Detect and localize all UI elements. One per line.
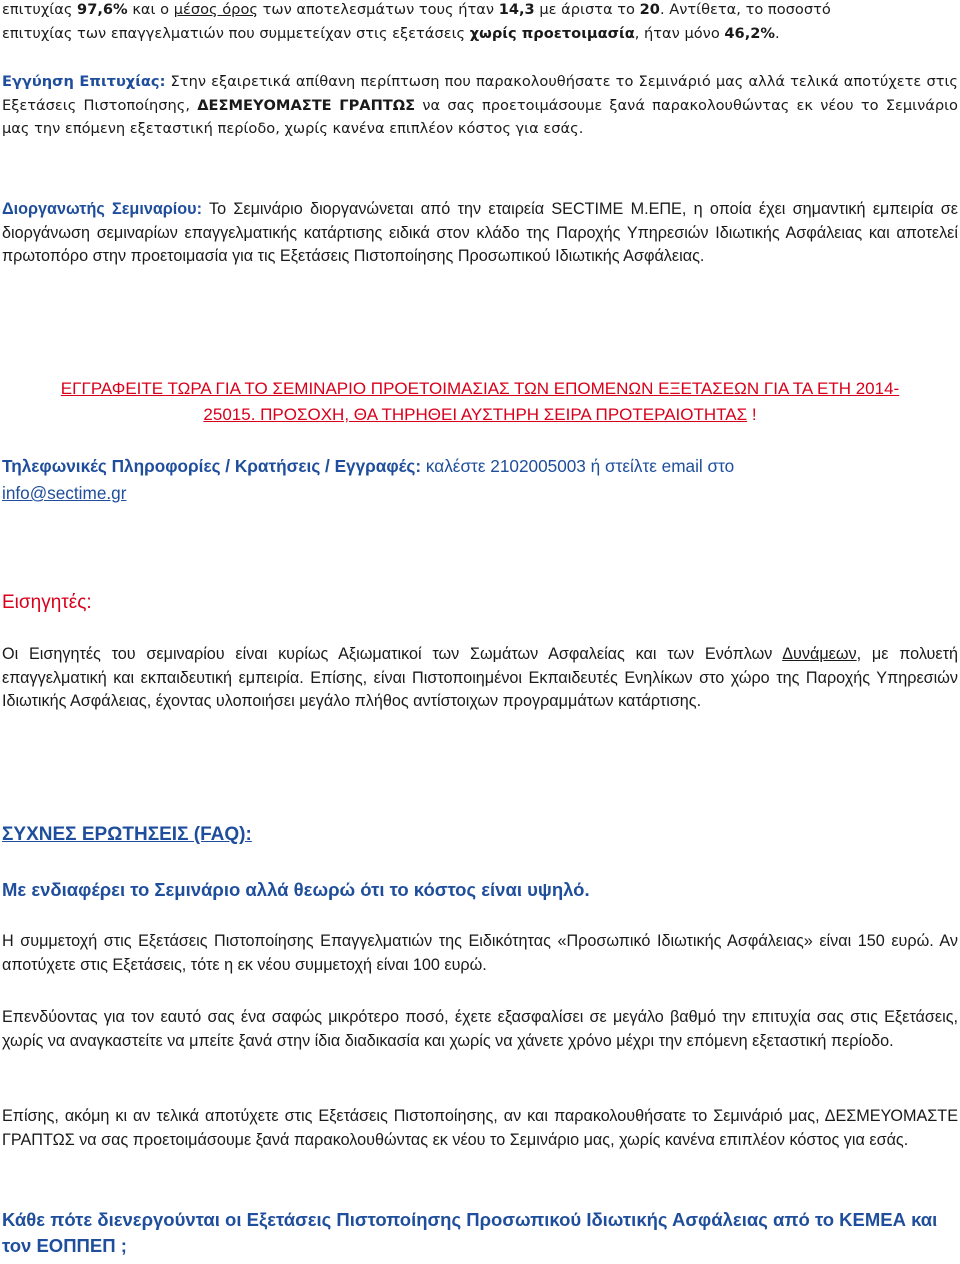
contact-paragraph bbox=[2, 453, 958, 507]
average-term: μέσος όρος bbox=[173, 1, 258, 18]
register-line-2-end: ! bbox=[747, 405, 757, 424]
intro-text: με άριστα το bbox=[534, 1, 640, 18]
email-link[interactable]: info@sectime.gr bbox=[2, 483, 127, 503]
max-score: 20 bbox=[639, 1, 660, 18]
average-score: 14,3 bbox=[498, 1, 535, 18]
no-prep-rate: 46,2% bbox=[724, 24, 776, 42]
speakers-heading: Εισηγητές: bbox=[2, 592, 92, 613]
register-line-2: 25015. ΠΡΟΣΟΧΗ, ΘΑ ΤΗΡΗΘΕΙ ΑΥΣΤΗΡΗ ΣΕΙΡΑ ΠΡΟΤΕΡΑΙΟΤΗΤΑΣ bbox=[203, 405, 748, 424]
intro-text: . bbox=[775, 24, 780, 42]
organizer-text: Το Σεμινάριο διοργανώνεται από την εταιρεία SECTIME Μ.ΕΠΕ, η οποία έχει σημαντική εμπειρία σε διοργάνωση σεμιναρίων επαγγελματικής κατάρτισης ειδικά στον κλάδο της Παροχής Υπηρεσιών Ιδιωτικής Ασφάλειας και αποτελεί πρωτοπόρο στην προετοιμασία για τις Εξετάσεις Πιστοποίησης Προσωπικού Ιδιωτικής Ασφάλειας. bbox=[2, 200, 958, 265]
faq-question-2: Κάθε πότε διενεργούνται οι Εξετάσεις Πιστοποίησης Προσωπικού Ιδιωτικής Ασφάλειας από το ΚΕΜΕΑ και τον ΕΟΠΠΕΠ ; bbox=[2, 1209, 938, 1256]
guarantee-paragraph bbox=[2, 70, 958, 141]
intro-text: , ήταν μόνο bbox=[634, 24, 725, 42]
speakers-text: Οι Εισηγητές του σεμιναρίου είναι κυρίως Αξιωματικοί των Σωμάτων Ασφαλείας και των Ενόπλων bbox=[2, 645, 783, 663]
guarantee-text: Στην εξαιρετικά απίθανη περίπτωση που παρακολουθήσατε το Σεμινάριό μας αλλά τελικά αποτύχετε στις Εξετάσεις Πιστοποίησης, bbox=[2, 73, 958, 114]
guarantee-commitment: ΔΕΣΜΕΥΟΜΑΣΤΕ ΓΡΑΠΤΩΣ bbox=[197, 96, 416, 114]
contact-label: Τηλεφωνικές Πληροφορίες / Κρατήσεις / Εγγραφές: bbox=[2, 456, 422, 476]
organizer-label: Διοργανωτής Σεμιναρίου: bbox=[2, 200, 202, 218]
speakers-underlined: Δυνάμεων bbox=[782, 645, 857, 663]
organizer-paragraph bbox=[2, 198, 958, 269]
faq-answer-3: Επίσης, ακόμη κι αν τελικά αποτύχετε στις Εξετάσεις Πιστοποίησης, αν και παρακολουθήσατε το Σεμινάριό μας, ΔΕΣΜΕΥΟΜΑΣΤΕ ΓΡΑΠΤΩΣ να σας προετοιμάσουμε ξανά παρακολουθώντας εκ νέου το Σεμινάριο μας, χωρίς κανένα επιπλέον κόστος για εσάς. bbox=[2, 1107, 958, 1149]
faq-heading: ΣΥΧΝΕΣ ΕΡΩΤΗΣΕΙΣ (FAQ): bbox=[2, 824, 252, 845]
contact-text: καλέστε 2102005003 ή στείλτε email στο bbox=[421, 456, 735, 476]
faq-question-1: Με ενδιαφέρει το Σεμινάριο αλλά θεωρώ ότι το κόστος είναι υψηλό. bbox=[2, 879, 590, 900]
success-rate: 97,6% bbox=[77, 1, 128, 18]
faq-answer-1: Η συμμετοχή στις Εξετάσεις Πιστοποίησης Επαγγελματιών της Ειδικότητας «Προσωπικό Ιδιωτικής Ασφάλειας» είναι 150 ευρώ. Αν αποτύχετε στις Εξετάσεις, τότε η εκ νέου συμμετοχή είναι 100 ευρώ. bbox=[2, 932, 958, 974]
guarantee-label: Εγγύηση Επιτυχίας: bbox=[2, 73, 166, 90]
register-callout bbox=[2, 376, 958, 428]
register-line-1: ΕΓΓΡΑΦΕΙΤΕ ΤΩΡΑ ΓΙΑ ΤΟ ΣΕΜΙΝΑΡΙΟ ΠΡΟΕΤΟΙΜΑΣΙΑΣ ΤΩΝ ΕΠΟΜΕΝΩΝ ΕΞΕΤΑΣΕΩΝ ΓΙΑ ΤΑ ΕΤΗ 2014- bbox=[60, 379, 900, 398]
faq-answer-2: Επενδύοντας για τον εαυτό σας ένα σαφώς μικρότερο ποσό, έχετε εξασφαλίσει σε μεγάλο βαθμό την επιτυχία σας στις Εξετάσεις, χωρίς να αναγκαστείτε να μπείτε ξανά στην ίδια διαδικασία και χωρίς να χάνετε χρόνο μέχρι την επόμενη εξεταστική περίοδο. bbox=[2, 1008, 958, 1050]
speakers-paragraph bbox=[2, 643, 958, 714]
intro-text: και ο bbox=[127, 1, 174, 18]
intro-paragraph bbox=[2, 0, 958, 45]
intro-text: επιτυχίας των επαγγελματιών που συμμετείχαν στις εξετάσεις bbox=[2, 24, 470, 42]
intro-text: . Αντίθετα, το ποσοστό bbox=[659, 1, 831, 18]
no-prep-term: χωρίς προετοιμασία bbox=[469, 24, 635, 42]
speakers-text: , με πολυετή επαγγελματική και εκπαιδευτική εμπειρία. Επίσης, είναι Πιστοποιημένοι Εκπαιδευτές Ενηλίκων στο χώρο της Παροχής Υπηρεσιών Ιδιωτικής Ασφάλειας, έχοντας υλοποιήσει μεγάλο πλήθος αντίστοιχων προγραμμάτων κατάρτισης. bbox=[2, 645, 958, 710]
guarantee-text: να σας προετοιμάσουμε ξανά παρακολουθώντας εκ νέου το Σεμινάριο μας την επόμενη εξεταστική περίοδο, χωρίς κανένα επιπλέον κόστος για εσάς. bbox=[2, 96, 958, 137]
intro-text: επιτυχίας bbox=[2, 1, 78, 18]
intro-text: των αποτελεσμάτων τους ήταν bbox=[257, 1, 499, 18]
